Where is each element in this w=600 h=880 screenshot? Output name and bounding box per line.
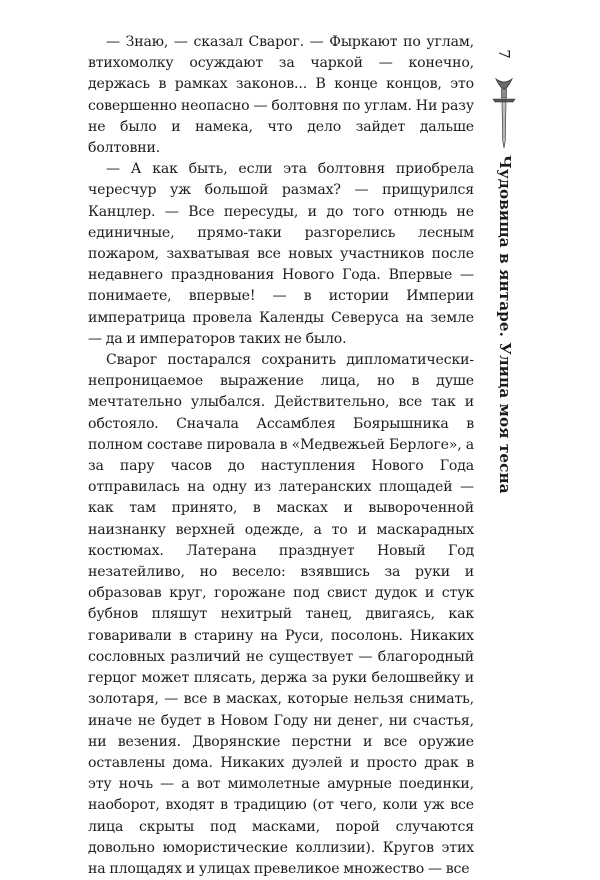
page-number: 7 <box>495 49 513 59</box>
running-head-text: Чудовища в янтаре. Улица моя тесна <box>496 155 514 494</box>
paragraph: — Знаю, — сказал Сварог. — Фыркают по углам, втихомолку осуждают за чаркой — конечно, держась в рамках законов... В конце концов, это совершенно неопасно — болтовня по углам. Ни разу не было и намека, что дело зайдет дальше болтовни. <box>88 34 474 157</box>
paragraph: — А как быть, если эта болтовня приобрела чересчур уж большой размах? — прищурился Канцлер. — Все пересуды, и до того отнюдь не единичные, прямо-таки разгорелись лесным пожаром, захватывая все новых участников после недавнего празднования Нового Года. Впервые — понимаете, впервые! — в истории Империи императрица провела Календы Северуса на земле — да и императоров таких не было. <box>88 161 474 347</box>
body-text <box>88 32 474 880</box>
paragraph: Сварог постарался сохранить дипломатически-непроницаемое выражение лица, но в душе мечтательно улыбался. Действительно, все так и обстояло. Сначала Ассамблея Боярышника в полном составе пировала в «Медвежьей Берлоге», а за пару часов до наступления Нового Года отправилась на одну из латеранских площадей — как там принято, в масках и вывороченной наизнанку верхней одежде, а то и маскарадных костюмах. Латерана празднует Новый Год незатейливо, но весело: взявшись за руки и образовав круг, горожане под свист дудок и стук бубнов пляшут нехитрый танец, двигаясь, как говаривали в старину на Руси, посолонь. Никаких сословных различий не существует — благородный герцог может плясать, держа за руки белошвейку и золотаря, — все в масках, которые нельзя снимать, иначе не будет в Новом Году ни денег, ни счастья, ни везения. Дворянские перстни и все оружие оставлены дома. Никаких дуэлей и просто драк в эту ночь — а вот мимолетные амурные поединки, наоборот, входят в традицию (от чего, коли уж все лица скрыты под масками, порой случаются довольно юмористические коллизии). Кругов этих на площадях и улицах превеликое множество — все <box>88 352 474 877</box>
sword-ornament-icon <box>490 75 518 150</box>
